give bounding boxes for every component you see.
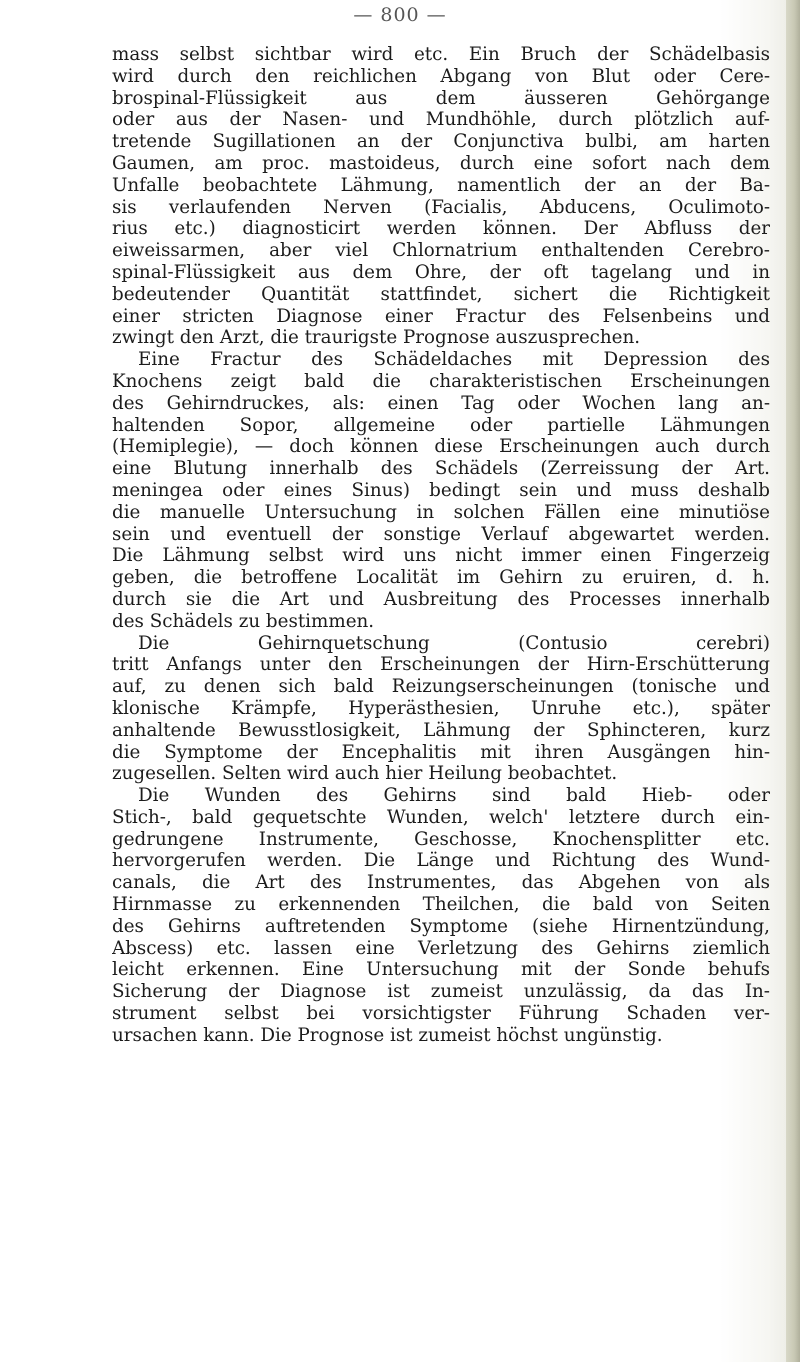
text-line: eiweissarmen, aber viel Chlornatrium enthaltenden Cerebro-	[112, 240, 770, 262]
text-line: klonische Krämpfe, Hyperästhesien, Unruhe etc.), später	[112, 697, 770, 719]
text-line: die manuelle Untersuchung in solchen Fällen eine minutiöse	[112, 501, 770, 523]
text-line: eine Blutung innerhalb des Schädels (Zerreissung der Art.	[112, 458, 770, 480]
text-line: mass selbst sichtbar wird etc. Ein Bruch der Schädelbasis	[112, 44, 770, 65]
text-line: Knochens zeigt bald die charakteristischen Erscheinungen	[112, 370, 770, 392]
text-line: canals, die Art des Instrumentes, das Abgehen von als	[112, 872, 770, 894]
text-line: tritt Anfangs unter den Erscheinungen der Hirn-Erschütterung	[112, 654, 770, 676]
text-line: des Gehirndruckes, als: einen Tag oder Wochen lang an-	[112, 392, 770, 414]
text-line: leicht erkennen. Eine Untersuchung mit der Sonde behufs	[112, 959, 770, 981]
text-line: des Gehirns auftretenden Symptome (siehe Hirnentzündung,	[112, 915, 770, 937]
text-line: Gaumen, am proc. mastoideus, durch eine sofort nach dem	[112, 152, 770, 174]
text-line: Hirnmasse zu erkennenden Theilchen, die bald von Seiten	[112, 894, 770, 916]
body-text	[112, 44, 770, 1047]
text-line: haltenden Sopor, allgemeine oder partielle Lähmungen	[112, 414, 770, 436]
text-line: ursachen kann. Die Prognose ist zumeist höchst ungünstig.	[112, 1024, 663, 1046]
paragraph-start-line: Die Gehirnquetschung (Contusio cerebri)	[138, 632, 770, 654]
text-line: zwingt den Arzt, die traurigste Prognose auszusprechen.	[112, 327, 641, 349]
text-line: des Schädels zu bestimmen.	[112, 610, 375, 632]
text-line: Unfalle beobachtete Lähmung, namentlich der an der Ba-	[112, 174, 770, 196]
text-line: brospinal-Flüssigkeit aus dem äusseren Gehörgange	[112, 87, 770, 109]
text-line: Stich-, bald gequetschte Wunden, welch' letztere durch ein-	[112, 806, 770, 828]
text-line: geben, die betroffene Localität im Gehirn zu eruiren, d. h.	[112, 567, 770, 589]
page-edge	[786, 0, 800, 1362]
text-line: Sicherung der Diagnose ist zumeist unzulässig, da das In-	[112, 981, 770, 1003]
text-line: anhaltende Bewusstlosigkeit, Lähmung der Sphincteren, kurz	[112, 719, 770, 741]
text-line: Abscess) etc. lassen eine Verletzung des Gehirns ziemlich	[112, 937, 770, 959]
text-line: sis verlaufenden Nerven (Facialis, Abducens, Oculimoto-	[112, 196, 770, 218]
text-line: rius etc.) diagnosticirt werden können. Der Abfluss der	[112, 218, 770, 240]
text-line: (Hemiplegie), — doch können diese Erscheinungen auch durch	[112, 436, 770, 458]
text-line: gedrungene Instrumente, Geschosse, Knochensplitter etc.	[112, 828, 770, 850]
text-line: spinal-Flüssigkeit aus dem Ohre, der oft tagelang und in	[112, 261, 770, 283]
page-number: — 800 —	[353, 4, 447, 26]
text-line: meningea oder eines Sinus) bedingt sein und muss deshalb	[112, 479, 770, 501]
text-line: durch sie die Art und Ausbreitung des Processes innerhalb	[112, 588, 770, 610]
text-line: bedeutender Quantität stattfindet, sichert die Richtigkeit	[112, 283, 770, 305]
text-line: die Symptome der Encephalitis mit ihren Ausgängen hin-	[112, 741, 770, 763]
text-line: tretende Sugillationen an der Conjunctiva bulbi, am harten	[112, 131, 770, 153]
text-line: sein und eventuell der sonstige Verlauf abgewartet werden.	[112, 523, 770, 545]
text-line: oder aus der Nasen- und Mundhöhle, durch plötzlich auf-	[112, 109, 770, 131]
paragraph-start-line: Eine Fractur des Schädeldaches mit Depression des	[138, 349, 770, 371]
text-line: auf, zu denen sich bald Reizungserscheinungen (tonische und	[112, 676, 770, 698]
text-line: Die Lähmung selbst wird uns nicht immer einen Fingerzeig	[112, 545, 770, 567]
text-line: wird durch den reichlichen Abgang von Blut oder Cere-	[112, 65, 770, 87]
text-line: zugesellen. Selten wird auch hier Heilung beobachtet.	[112, 763, 618, 785]
text-line: strument selbst bei vorsichtigster Führung Schaden ver-	[112, 1003, 770, 1025]
text-line: einer stricten Diagnose einer Fractur des Felsenbeins und	[112, 305, 770, 327]
text-line: hervorgerufen werden. Die Länge und Richtung des Wund-	[112, 850, 770, 872]
paragraph-start-line: Die Wunden des Gehirns sind bald Hieb- oder	[138, 785, 770, 807]
